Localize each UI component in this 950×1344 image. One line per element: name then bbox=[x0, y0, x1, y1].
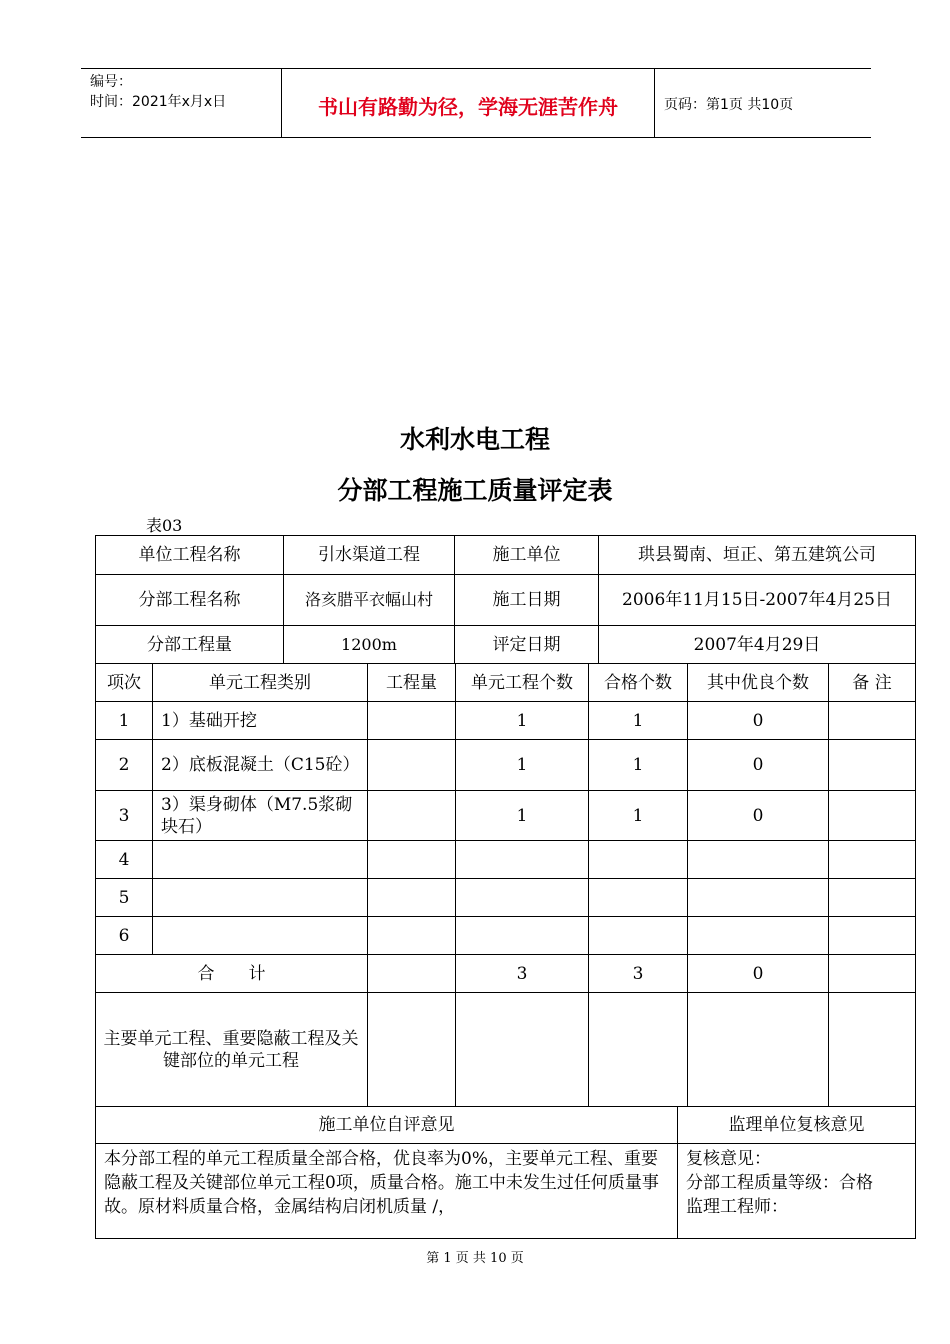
header-meta bbox=[81, 69, 281, 137]
page-subtitle: 分部工程施工质量评定表 bbox=[337, 476, 613, 505]
row-remark bbox=[829, 791, 915, 840]
column-header-category: 单元工程类别 bbox=[209, 672, 311, 693]
row-no: 5 bbox=[118, 887, 130, 908]
unit-project-label: 单位工程名称 bbox=[138, 545, 241, 565]
division-value: 洛亥腊平衣幅山村 bbox=[304, 590, 433, 609]
row-no: 3 bbox=[118, 805, 130, 826]
total-excellent: 0 bbox=[752, 963, 764, 984]
total-units: 3 bbox=[516, 963, 528, 984]
row-category: 2）底板混凝土（C15砼） bbox=[161, 755, 360, 775]
table-number: 表03 bbox=[146, 516, 183, 535]
division-label: 分部工程名称 bbox=[138, 590, 241, 610]
time-label: 时间：2021年x月x日 bbox=[90, 94, 227, 110]
row-no: 1 bbox=[118, 710, 130, 731]
page-info: 页码：第1页 共10页 bbox=[664, 97, 794, 113]
row-category: 1）基础开挖 bbox=[161, 710, 257, 731]
total-label: 合 计 bbox=[197, 963, 266, 984]
row-units: 1 bbox=[516, 805, 528, 826]
column-header-passed: 合格个数 bbox=[604, 672, 672, 693]
supervision-line-2: 分部工程质量等级：合格 bbox=[686, 1173, 873, 1193]
evaluation-date-value: 2007年4月29日 bbox=[693, 634, 821, 655]
column-header-remark: 备 注 bbox=[852, 672, 892, 693]
unit-project-value: 引水渠道工程 bbox=[318, 545, 420, 565]
construction-date-value: 2006年11月15日-2007年4月25日 bbox=[622, 590, 892, 610]
quantity-label: 分部工程量 bbox=[147, 634, 232, 655]
supervision-line-3: 监理工程师： bbox=[686, 1197, 788, 1217]
column-header-quantity: 工程量 bbox=[386, 672, 437, 693]
supervision-header: 监理单位复核意见 bbox=[728, 1115, 865, 1135]
motto-text: 书山有路勤为径，学海无涯苦作舟 bbox=[318, 95, 618, 119]
row-remark bbox=[829, 702, 915, 739]
page-title: 水利水电工程 bbox=[399, 425, 550, 454]
row-category: 3）渠身砌体（M7.5浆砌块石） bbox=[161, 794, 353, 837]
row-passed: 1 bbox=[632, 710, 644, 731]
contractor-value: 珙县蜀南、垣正、第五建筑公司 bbox=[638, 545, 876, 565]
number-label: 编号： bbox=[90, 74, 132, 90]
self-eval-text: 本分部工程的单元工程质量全部合格，优良率为0%，主要单元工程、重要隐蔽工程及关键部位单元工程0项，质量合格。施工中未发生过任何质量事故。原材料质量合格，金属结构启闭机质量 /， bbox=[104, 1149, 659, 1217]
row-quantity bbox=[368, 702, 455, 739]
motto-cell bbox=[281, 69, 655, 137]
evaluation-date-label: 评定日期 bbox=[492, 634, 561, 655]
row-no: 4 bbox=[118, 849, 130, 870]
column-header-excellent: 其中优良个数 bbox=[707, 672, 809, 693]
row-units: 1 bbox=[516, 755, 528, 775]
row-no: 2 bbox=[118, 755, 130, 775]
row-quantity bbox=[368, 740, 455, 790]
page-footer: 第 1 页 共 10 页 bbox=[426, 1251, 524, 1266]
row-passed: 1 bbox=[632, 755, 644, 775]
column-header-units: 单元工程个数 bbox=[471, 672, 573, 693]
row-remark bbox=[829, 740, 915, 790]
document-header bbox=[81, 68, 871, 138]
row-units: 1 bbox=[516, 710, 528, 731]
row-excellent: 0 bbox=[752, 710, 764, 731]
row-quantity bbox=[368, 791, 455, 840]
column-header-no: 项次 bbox=[107, 672, 141, 693]
row-passed: 1 bbox=[632, 805, 644, 826]
construction-date-label: 施工日期 bbox=[492, 590, 561, 610]
row-excellent: 0 bbox=[752, 805, 764, 826]
quantity-value: 1200m bbox=[341, 634, 397, 654]
supervision-line-1: 复核意见： bbox=[686, 1149, 771, 1169]
contractor-label: 施工单位 bbox=[492, 545, 561, 565]
row-no: 6 bbox=[118, 925, 130, 946]
self-eval-header: 施工单位自评意见 bbox=[318, 1115, 455, 1135]
total-passed: 3 bbox=[632, 963, 644, 984]
key-units-label: 主要单元工程、重要隐蔽工程及关键部位的单元工程 bbox=[103, 1029, 359, 1071]
row-excellent: 0 bbox=[752, 755, 764, 775]
